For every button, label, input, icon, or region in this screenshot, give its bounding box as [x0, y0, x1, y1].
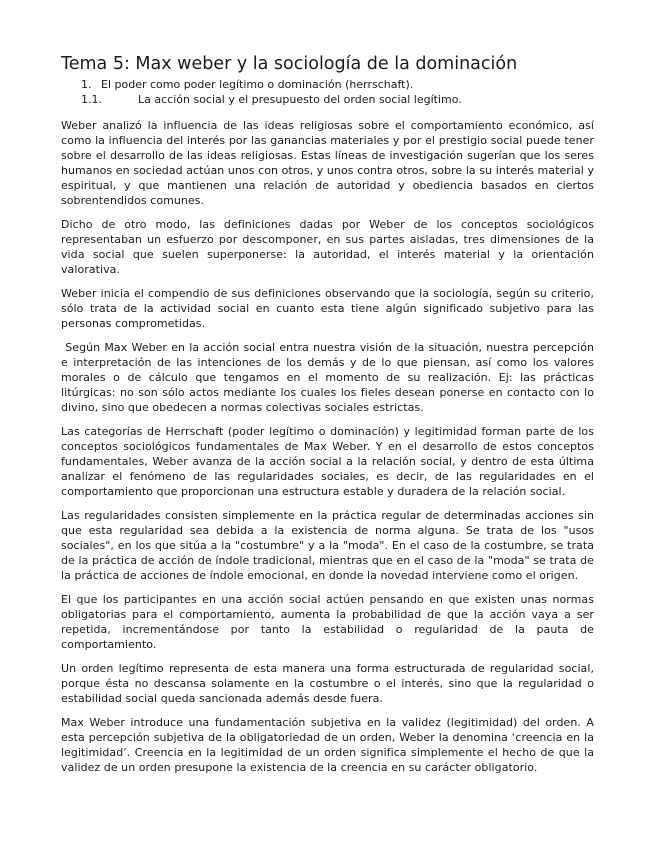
- outline-text: La acción social y el presupuesto del orden social legítimo.: [138, 93, 462, 106]
- paragraph: Las regularidades consisten simplemente en la práctica regular de determinadas acciones sin que esta regularidad sea debida a la existencia de norma alguna. Se trata de los "usos sociales", en los que sitúa a la "costumbre" y a la "moda". En el caso de la costumbre, se trata de la práctica de acción de índole tradicional, mientras que en el caso de la "moda" se trata de la práctica de acciones de índole emocional, en donde la novedad interviene como el origen.: [61, 509, 594, 582]
- paragraph: Dicho de otro modo, las definiciones dadas por Weber de los conceptos sociológicos representaban un esfuerzo por descomponer, en sus partes aisladas, tres dimensiones de la vida social que suelen superponerse: la autoridad, el interés material y la orientación valorativa.: [61, 218, 594, 276]
- paragraph: El que los participantes en una acción social actúen pensando en que existen unas normas obligatorias para el comportamiento, aumenta la probabilidad de que la acción vaya a ser repetida, incrementándose por tanto la estabilidad o regularidad de la pauta de comportamiento.: [61, 593, 594, 651]
- outline-number: 1.: [81, 78, 92, 91]
- paragraph: Las categorías de Herrschaft (poder legítimo o dominación) y legitimidad forman parte de los conceptos sociológicos fundamentales de Max Weber. Y en el desarrollo de estos conceptos fundamentales, Weber avanza de la acción social a la relación social, y dentro de esta última analizar el fenómeno de las regularidades sociales, es decir, de las regularidades en el comportamiento que proporcionan una estructura estable y duradera de la relación social.: [61, 425, 594, 498]
- outline-item: [61, 77, 594, 92]
- paragraph: Un orden legítimo representa de esta manera una forma estructurada de regularidad social, porque ésta no descansa solamente en la costumbre o el interés, sino que la regularidad o estabilidad social queda sancionada además desde fuera.: [61, 662, 594, 705]
- outline-list: [61, 77, 594, 107]
- paragraph: Weber analizó la influencia de las ideas religiosas sobre el comportamiento económico, así como la influencia del interés por las ganancias materiales y por el prestigio social puede tener sobre el desarrollo de las ideas religiosas. Estas líneas de investigación sugerían que los seres humanos en sociedad actúan unos con otros, y unos contra otros, sobre la su interés material y espiritual, y que mantienen una relación de autoridad y obediencia basados en ciertos sobrentendidos comunes.: [61, 119, 594, 207]
- paragraph: Según Max Weber en la acción social entra nuestra visión de la situación, nuestra percepción e interpretación de las intenciones de los demás y de lo que piensan, así como los valores morales o de cálculo que tengamos en el momento de su realización. Ej: las prácticas litúrgicas: no son sólo actos mediante los cuales los fieles desean ponerse en contacto con lo divino, sino que obedecen a normas colectivas sociales estrictas.: [61, 341, 598, 414]
- paragraph: Weber inicia el compendio de sus definiciones observando que la sociología, según su criterio, sólo trata de la actividad social en cuanto esta tiene algún significado subjetivo para las personas comprometidas.: [61, 287, 594, 330]
- paragraph: Max Weber introduce una fundamentación subjetiva en la validez (legitimidad) del orden. A esta percepción subjetiva de la obligatoriedad de un orden, Weber la denomina ‘creencia en la legitimidad’. Creencia en la legitimidad de un orden significa simplemente el hecho de que la validez de un orden presupone la existencia de la creencia en su carácter obligatorio.: [61, 716, 594, 774]
- outline-text: El poder como poder legítimo o dominación (herrschaft).: [101, 78, 414, 91]
- outline-item: [61, 92, 594, 107]
- outline-number: 1.1.: [81, 93, 102, 106]
- page-title: Tema 5: Max weber y la sociología de la dominación: [61, 54, 518, 74]
- document-page: [61, 52, 598, 784]
